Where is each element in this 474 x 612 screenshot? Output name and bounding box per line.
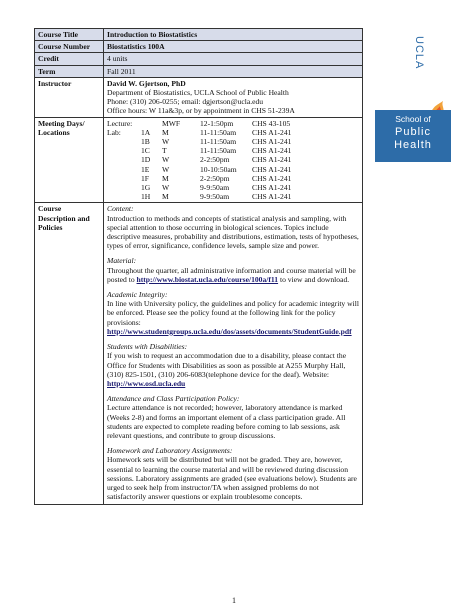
schedule-type <box>107 155 141 164</box>
logo-line-2: Public <box>395 126 431 138</box>
schedule-room: CHS A1-241 <box>252 173 292 183</box>
term-value: Fall 2011 <box>104 65 363 77</box>
schedule-room: CHS A1-241 <box>252 146 292 156</box>
attendance-heading: Attendance and Class Participation Policy: <box>107 394 240 404</box>
schedule-day: M <box>162 192 169 202</box>
schedule-type <box>107 165 141 174</box>
schedule-time: 11-11:50am <box>200 137 237 147</box>
credit-row <box>35 53 363 65</box>
schedule-day: M <box>162 173 169 183</box>
schedule-time: 9-9:50am <box>200 192 230 202</box>
attendance-text: Lecture attendance is not recorded; however, laboratory attendance is marked (Weeks 2-8) and forms an important element of a class participation grade. All students are expected to complete reading before coming to lab sessions, ask relevant questions, and contribute to group discussions. <box>107 403 346 440</box>
credit-label: Credit <box>35 53 104 65</box>
schedule-room: CHS A1-241 <box>252 127 292 137</box>
schedule-day: W <box>162 164 170 174</box>
course-title-label: Course Title <box>35 29 104 41</box>
term-label: Term <box>35 65 104 77</box>
schedule-sec: 1D <box>141 155 151 165</box>
homework-heading: Homework and Laboratory Assignments: <box>107 446 233 456</box>
schedule-sec <box>141 119 162 128</box>
schedule-room: CHS A1-241 <box>252 155 292 165</box>
disabilities-body: If you wish to request an accommodation due to a disability, please contact the Office for Students with Disabilities as soon as possible at A255 Murphy Hall, (310) 825-1501, (310) 206-6083(telephone device for the deaf). Website: <box>107 351 347 379</box>
homework-text: Homework sets will be distributed but will not be graded. They are, however, essential to learning the course material and will be reviewed during discussion sessions. Laboratory assignments are graded (see evaluations below). Students are urged to seek help from instructor/TA when assigned problems do not satisfactorily answer questions or explain troublesome concepts. <box>107 455 357 502</box>
disabilities-link[interactable]: http://www.osd.ucla.edu <box>107 378 186 388</box>
schedule-type <box>107 146 141 155</box>
description-row <box>35 203 363 505</box>
schedule-sec: 1F <box>141 173 150 183</box>
schedule-time: 2-2:50pm <box>200 155 230 165</box>
schedule-day: W <box>162 183 170 193</box>
content-text: Introduction to methods and concepts of statistical analysis and sampling, with special attention to those occurring in biological sciences. Topics include descriptive measures, probability and distributions, estimation, tests of hypotheses, types of error, significance, confidence levels, sample size and power. <box>107 213 359 251</box>
schedule-day: W <box>162 137 170 147</box>
schedule-type: Lecture: <box>107 118 133 128</box>
instructor-name: David W. Gjertson, PhD <box>107 78 186 88</box>
ucla-vertical-text <box>409 36 429 104</box>
schedule-time: 12-1:50pm <box>200 118 234 128</box>
schedule-room: CHS A1-241 <box>252 192 292 202</box>
course-title-value: Introduction to Biostatistics <box>104 29 363 41</box>
schedule-sec: 1B <box>141 137 150 147</box>
ucla-wordmark: UCLA <box>413 36 425 70</box>
content-heading: Content: <box>107 204 134 214</box>
instructor-dept: Department of Biostatistics, UCLA School of Public Health <box>107 88 289 98</box>
instructor-hours: Office hours: W 11a&3p, or by appointment in CHS 51-239A <box>107 106 295 116</box>
disabilities-heading: Students with Disabilities: <box>107 342 188 352</box>
material-pre: Throughout the quarter, all administrative information and course material will be posted to <box>107 265 356 284</box>
schedule-type <box>107 183 141 192</box>
schedule-room: CHS A1-241 <box>252 137 292 147</box>
schedule-day: MWF <box>162 118 181 128</box>
instructor-label: Instructor <box>35 77 104 117</box>
schedule-room: CHS 43-105 <box>252 118 291 128</box>
course-number-value: Biostatistics 100A <box>104 41 363 53</box>
integrity-text: In line with University policy, the guidelines and policy for academic integrity will be enforced. Please see the policy found at the following link for the policy provisions: <box>107 299 359 327</box>
schedule-sec: 1A <box>141 127 151 137</box>
schedule-time: 11-11:50am <box>200 127 237 137</box>
term-row <box>35 65 363 77</box>
logo-line-1: School of <box>395 114 431 124</box>
schedule-time: 11-11:50am <box>200 146 237 156</box>
schedule-type <box>107 174 141 183</box>
instructor-row <box>35 77 363 117</box>
course-title-row <box>35 29 363 41</box>
course-number-label: Course Number <box>35 41 104 53</box>
material-heading: Material: <box>107 256 137 266</box>
credit-value: 4 units <box>104 53 363 65</box>
schedule-sec: 1G <box>141 183 151 193</box>
page-number: 1 <box>232 596 236 605</box>
schedule-room: CHS A1-241 <box>252 183 292 193</box>
schedule-sec: 1H <box>141 192 151 202</box>
disabilities-text <box>107 351 359 388</box>
schedule-sec: 1C <box>141 146 150 156</box>
schedule-day: M <box>162 127 169 137</box>
school-of-public-health-box <box>375 110 451 162</box>
syllabus-table <box>34 28 363 505</box>
meeting-schedule <box>104 117 363 203</box>
schedule-sec: 1E <box>141 164 150 174</box>
description-label: Course Description and Policies <box>35 203 104 505</box>
schedule-time: 2-2:50pm <box>200 173 230 183</box>
material-post: to view and download. <box>278 274 350 284</box>
schedule-day: W <box>162 155 170 165</box>
instructor-info <box>104 77 363 117</box>
material-text <box>107 266 359 284</box>
course-number-row <box>35 41 363 53</box>
schedule-type: Lab: <box>107 127 121 137</box>
meetings-label: Meeting Days/ Locations <box>35 117 104 203</box>
integrity-link[interactable]: http://www.studentgroups.ucla.edu/dos/assets/documents/StudentGuide.pdf <box>107 326 352 336</box>
schedule-type <box>107 192 141 201</box>
schedule-time: 9-9:50am <box>200 183 230 193</box>
schedule-time: 10-10:50am <box>200 164 237 174</box>
instructor-phone: Phone: (310) 206-0255; email: dgjertson@ucla.edu <box>107 97 264 107</box>
logo-line-3: Health <box>394 139 432 151</box>
material-link[interactable]: http://www.biostat.ucla.edu/course/100a/f11 <box>136 274 279 284</box>
schedule-type <box>107 137 141 146</box>
description-body <box>104 203 363 505</box>
integrity-heading: Academic Integrity: <box>107 290 168 300</box>
meetings-row <box>35 117 363 203</box>
schedule-grid <box>107 119 359 202</box>
schedule-room: CHS A1-241 <box>252 164 292 174</box>
schedule-day: T <box>162 146 167 156</box>
